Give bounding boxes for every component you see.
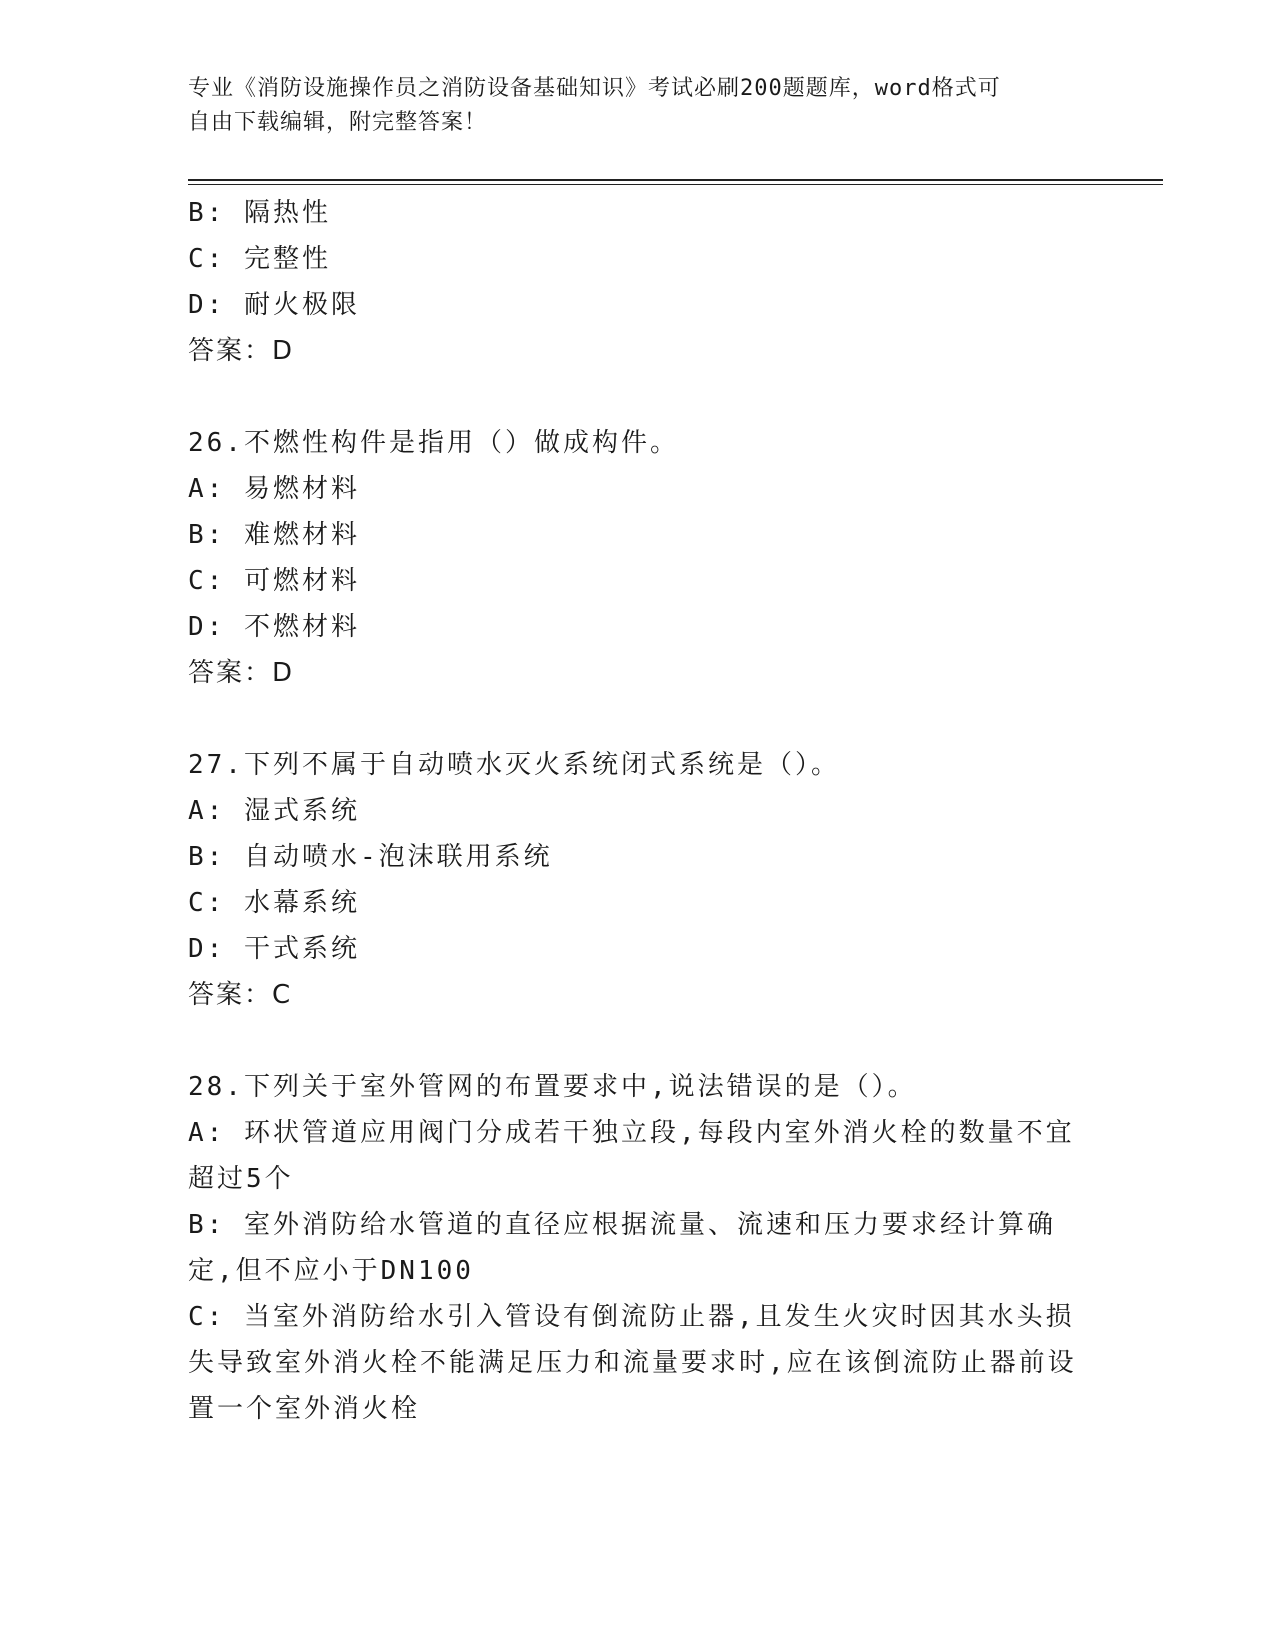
question-26 <box>188 420 1088 696</box>
header-title-line2: 自由下载编辑，附完整答案！ <box>188 110 488 135</box>
option-d: D: 干式系统 <box>188 934 360 964</box>
answer-line: 答案：D <box>188 658 295 688</box>
option-a: A: 环状管道应用阀门分成若干独立段,每段内室外消火栓的数量不宜超过5个 <box>188 1118 1075 1194</box>
option-b: B: 难燃材料 <box>188 520 360 550</box>
question-28 <box>188 1064 1088 1432</box>
option-c: C: 可燃材料 <box>188 566 360 596</box>
option-c: C: 完整性 <box>188 244 331 274</box>
option-d: D: 耐火极限 <box>188 290 360 320</box>
option-c: C: 当室外消防给水引入管设有倒流防止器,且发生火灾时因其水头损失导致室外消火栓不能满足压力和流量要求时,应在该倒流防止器前设置一个室外消火栓 <box>188 1302 1077 1424</box>
question-25-partial <box>188 190 1088 374</box>
option-a: A: 湿式系统 <box>188 796 360 826</box>
document-body <box>188 190 1088 1432</box>
header-divider <box>188 179 1163 185</box>
question-stem: 26.不燃性构件是指用（）做成构件。 <box>188 428 679 458</box>
option-b: B: 室外消防给水管道的直径应根据流量、流速和压力要求经计算确定,但不应小于DN100 <box>188 1210 1056 1286</box>
option-b: B: 自动喷水-泡沫联用系统 <box>188 842 553 872</box>
option-c: C: 水幕系统 <box>188 888 360 918</box>
answer-line: 答案：D <box>188 336 295 366</box>
header-title-line1: 专业《消防设施操作员之消防设备基础知识》考试必刷200题题库，word格式可 <box>188 76 1001 101</box>
question-27 <box>188 742 1088 1018</box>
question-stem: 28.下列关于室外管网的布置要求中,说法错误的是（）。 <box>188 1072 917 1102</box>
question-stem: 27.下列不属于自动喷水灭火系统闭式系统是（）。 <box>188 750 840 780</box>
page-header <box>188 72 1088 140</box>
answer-line: 答案：C <box>188 980 293 1010</box>
option-b: B: 隔热性 <box>188 198 331 228</box>
option-d: D: 不燃材料 <box>188 612 360 642</box>
option-a: A: 易燃材料 <box>188 474 360 504</box>
